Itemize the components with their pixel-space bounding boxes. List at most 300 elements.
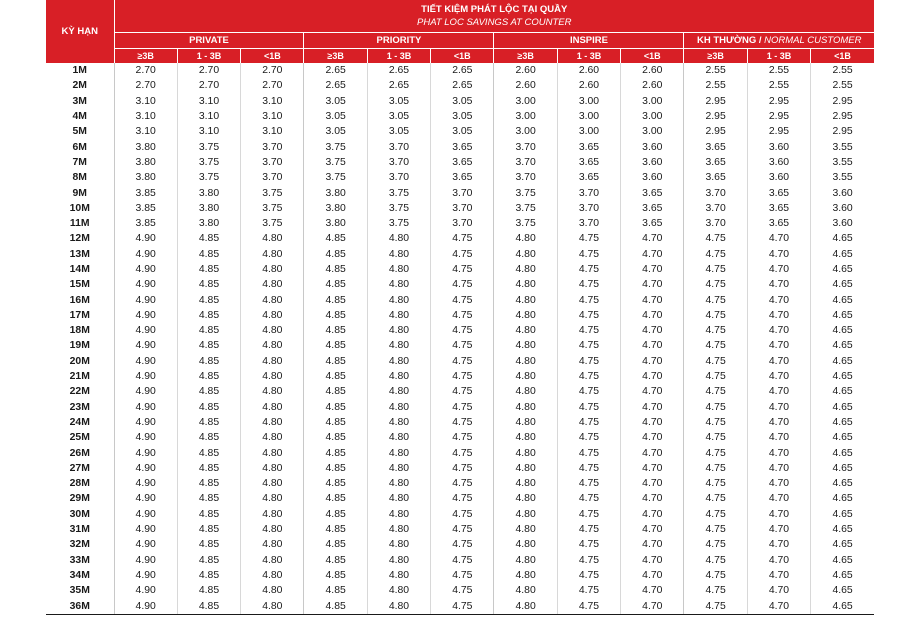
rate-cell: 4.80 (241, 537, 304, 552)
rate-cell: 4.80 (494, 369, 557, 384)
group-header-private (114, 33, 304, 49)
rate-cell: 4.75 (431, 445, 494, 460)
rate-cell: 3.65 (684, 139, 747, 154)
term-cell: 17M (69, 309, 90, 321)
rate-cell: 4.85 (304, 247, 367, 262)
table-row (46, 461, 874, 476)
rate-cell: 4.80 (241, 507, 304, 522)
tier-subheader: ≥3B (304, 49, 367, 64)
rate-cell: 3.05 (431, 109, 494, 124)
table-row (46, 216, 874, 231)
rate-cell: 4.85 (304, 598, 367, 614)
rate-cell: 4.70 (621, 461, 684, 476)
term-cell: 9M (72, 187, 87, 199)
term-cell: 10M (69, 202, 90, 214)
table-subtitle: PHAT LOC SAVINGS AT COUNTER (417, 17, 572, 28)
rate-cell: 4.90 (114, 507, 177, 522)
rate-cell: 2.95 (811, 124, 874, 139)
rate-cell: 4.90 (114, 445, 177, 460)
rate-cell: 2.65 (431, 63, 494, 78)
rate-cell: 4.75 (684, 369, 747, 384)
term-cell: 2M (72, 80, 87, 92)
rate-cell: 3.10 (177, 109, 240, 124)
rate-cell: 3.80 (177, 216, 240, 231)
group-name: PRIORITY (376, 35, 422, 46)
rate-cell: 3.65 (557, 155, 620, 170)
rate-cell: 4.75 (684, 262, 747, 277)
tier-subheader: ≥3B (684, 49, 747, 64)
rate-cell: 4.70 (747, 476, 810, 491)
rate-cell: 4.85 (177, 553, 240, 568)
rate-cell: 4.65 (811, 231, 874, 246)
rate-cell: 4.70 (747, 430, 810, 445)
rate-cell: 3.70 (431, 201, 494, 216)
rate-cell: 3.85 (114, 201, 177, 216)
rate-cell: 4.65 (811, 369, 874, 384)
rate-cell: 4.65 (811, 354, 874, 369)
rate-cell: 4.75 (431, 400, 494, 415)
rate-cell: 4.70 (747, 537, 810, 552)
group-name: KH THƯỜNG / (696, 35, 765, 46)
rate-cell: 4.80 (494, 445, 557, 460)
rate-cell: 4.85 (177, 507, 240, 522)
rate-cell: 4.85 (304, 507, 367, 522)
rate-cell: 2.55 (747, 63, 810, 78)
rate-cell: 3.75 (367, 216, 430, 231)
rate-cell: 4.75 (557, 537, 620, 552)
rate-cell: 3.75 (367, 185, 430, 200)
term-cell: 3M (72, 95, 87, 107)
rate-cell: 4.90 (114, 384, 177, 399)
rate-cell: 3.00 (494, 94, 557, 109)
rate-cell: 4.75 (684, 231, 747, 246)
term-cell: 19M (69, 340, 90, 352)
rate-cell: 4.75 (431, 553, 494, 568)
rate-cell: 3.75 (177, 170, 240, 185)
rate-cell: 4.65 (811, 476, 874, 491)
rate-cell: 4.75 (684, 292, 747, 307)
rate-cell: 4.85 (304, 522, 367, 537)
rate-cell: 4.75 (557, 369, 620, 384)
group-header-inspire (494, 33, 684, 49)
rate-cell: 4.85 (177, 461, 240, 476)
table-header (46, 0, 874, 63)
rate-cell: 4.70 (621, 568, 684, 583)
tier-subheader: <1B (431, 49, 494, 64)
rate-cell: 4.85 (177, 491, 240, 506)
rate-cell: 3.80 (304, 201, 367, 216)
rate-cell: 4.65 (811, 415, 874, 430)
rate-cell: 4.75 (557, 354, 620, 369)
rate-cell: 3.65 (747, 201, 810, 216)
rate-cell: 4.75 (431, 461, 494, 476)
rate-cell: 4.70 (747, 598, 810, 614)
rate-cell: 4.85 (177, 568, 240, 583)
rate-cell: 3.60 (747, 155, 810, 170)
rate-cell: 2.60 (494, 63, 557, 78)
rate-cell: 4.75 (557, 231, 620, 246)
table-row (46, 247, 874, 262)
rate-cell: 4.80 (367, 384, 430, 399)
term-cell: 32M (69, 539, 90, 551)
rate-cell: 3.80 (304, 185, 367, 200)
rate-cell: 4.85 (304, 231, 367, 246)
table-row (46, 568, 874, 583)
rate-cell: 4.75 (431, 537, 494, 552)
table-row (46, 369, 874, 384)
rate-cell: 4.70 (621, 384, 684, 399)
rate-cell: 2.70 (241, 63, 304, 78)
rate-cell: 4.75 (431, 277, 494, 292)
rate-cell: 4.80 (367, 568, 430, 583)
term-cell: 30M (69, 508, 90, 520)
rate-cell: 4.75 (684, 568, 747, 583)
rate-cell: 4.70 (621, 598, 684, 614)
rate-cell: 4.85 (304, 568, 367, 583)
rate-cell: 3.65 (747, 216, 810, 231)
rate-cell: 4.80 (494, 537, 557, 552)
rate-cell: 3.65 (431, 139, 494, 154)
rate-cell: 4.85 (304, 537, 367, 552)
rate-cell: 3.05 (431, 124, 494, 139)
table-body (46, 63, 874, 614)
rate-cell: 4.90 (114, 522, 177, 537)
rate-cell: 4.80 (241, 598, 304, 614)
rate-cell: 4.80 (494, 507, 557, 522)
rate-cell: 4.85 (177, 323, 240, 338)
rate-cell: 4.80 (367, 277, 430, 292)
rate-cell: 3.75 (241, 216, 304, 231)
rate-cell: 4.90 (114, 308, 177, 323)
table-row (46, 338, 874, 353)
rate-cell: 4.80 (494, 415, 557, 430)
rate-cell: 4.80 (494, 522, 557, 537)
rate-cell: 4.85 (304, 476, 367, 491)
term-cell: 34M (69, 569, 90, 581)
rate-cell: 4.80 (367, 553, 430, 568)
rate-cell: 3.60 (747, 170, 810, 185)
rate-cell: 4.65 (811, 277, 874, 292)
rate-cell: 4.65 (811, 507, 874, 522)
rate-cell: 4.80 (241, 476, 304, 491)
rate-cell: 3.80 (114, 155, 177, 170)
rate-cell: 4.85 (177, 308, 240, 323)
rate-cell: 4.65 (811, 598, 874, 614)
rate-cell: 2.70 (241, 78, 304, 93)
rate-cell: 3.70 (367, 155, 430, 170)
rate-cell: 4.75 (684, 323, 747, 338)
tier-subheader: 1 - 3B (557, 49, 620, 64)
rate-cell: 4.80 (367, 445, 430, 460)
rate-cell: 4.70 (621, 445, 684, 460)
term-cell: 14M (69, 264, 90, 275)
rate-cell: 4.70 (621, 507, 684, 522)
rate-cell: 4.75 (431, 308, 494, 323)
rate-cell: 4.80 (494, 491, 557, 506)
rate-cell: 4.80 (367, 262, 430, 277)
term-cell: 31M (69, 524, 90, 536)
rate-cell: 3.10 (177, 94, 240, 109)
rate-cell: 4.75 (684, 553, 747, 568)
rate-cell: 4.65 (811, 338, 874, 353)
rate-cell: 4.75 (557, 598, 620, 614)
rate-cell: 4.70 (621, 231, 684, 246)
rate-cell: 4.70 (747, 415, 810, 430)
rate-cell: 3.70 (241, 139, 304, 154)
rate-cell: 3.70 (684, 185, 747, 200)
rate-cell: 4.85 (304, 461, 367, 476)
rate-cell: 4.70 (621, 277, 684, 292)
table-row (46, 262, 874, 277)
rate-cell: 4.70 (621, 262, 684, 277)
rate-cell: 4.75 (557, 507, 620, 522)
rate-cell: 4.75 (557, 308, 620, 323)
rate-cell: 3.00 (557, 124, 620, 139)
term-cell: 16M (69, 294, 90, 306)
rate-cell: 4.70 (621, 430, 684, 445)
rate-cell: 4.65 (811, 384, 874, 399)
rate-cell: 4.85 (177, 262, 240, 277)
rate-cell: 4.65 (811, 583, 874, 598)
rate-cell: 4.75 (557, 415, 620, 430)
term-cell: 27M (69, 462, 90, 474)
rate-cell: 2.60 (621, 78, 684, 93)
rate-cell: 4.90 (114, 476, 177, 491)
rate-cell: 2.65 (367, 78, 430, 93)
rate-cell: 4.70 (747, 583, 810, 598)
group-name: INSPIRE (569, 35, 608, 46)
rate-cell: 2.60 (557, 78, 620, 93)
rate-cell: 2.95 (811, 109, 874, 124)
rate-cell: 3.60 (811, 201, 874, 216)
rate-cell: 4.70 (621, 522, 684, 537)
rate-cell: 3.65 (684, 170, 747, 185)
rate-cell: 3.05 (367, 109, 430, 124)
rate-cell: 4.85 (304, 445, 367, 460)
rate-cell: 4.75 (557, 583, 620, 598)
rate-cell: 4.70 (621, 583, 684, 598)
rate-cell: 4.75 (684, 583, 747, 598)
rate-cell: 4.80 (494, 277, 557, 292)
rate-cell: 2.95 (747, 94, 810, 109)
rate-cell: 4.65 (811, 247, 874, 262)
rate-cell: 4.90 (114, 400, 177, 415)
rate-cell: 4.85 (304, 308, 367, 323)
rate-cell: 4.70 (621, 537, 684, 552)
rate-cell: 3.00 (494, 124, 557, 139)
rate-cell: 4.70 (747, 553, 810, 568)
rate-cell: 4.80 (367, 491, 430, 506)
rate-cell: 4.70 (621, 323, 684, 338)
savings-rate-table (46, 0, 874, 615)
rate-cell: 3.75 (367, 201, 430, 216)
rate-cell: 4.85 (304, 277, 367, 292)
rate-cell: 4.85 (177, 522, 240, 537)
rate-cell: 2.95 (747, 124, 810, 139)
rate-cell: 4.85 (304, 338, 367, 353)
rate-cell: 4.90 (114, 461, 177, 476)
rate-cell: 3.75 (494, 216, 557, 231)
rate-cell: 3.75 (494, 185, 557, 200)
rate-cell: 4.75 (684, 415, 747, 430)
rate-cell: 2.55 (747, 78, 810, 93)
rate-cell: 2.65 (304, 78, 367, 93)
rate-cell: 4.80 (494, 583, 557, 598)
rate-cell: 4.75 (684, 430, 747, 445)
term-cell: 5M (72, 126, 87, 138)
rate-cell: 4.90 (114, 247, 177, 262)
rate-cell: 3.65 (557, 139, 620, 154)
term-cell: 18M (69, 325, 90, 337)
rate-cell: 3.05 (304, 94, 367, 109)
table-row (46, 522, 874, 537)
rate-cell: 4.70 (747, 308, 810, 323)
rate-cell: 4.85 (304, 400, 367, 415)
term-cell: 23M (69, 401, 90, 413)
table-row (46, 537, 874, 552)
rate-cell: 2.60 (494, 78, 557, 93)
rate-cell: 4.80 (241, 445, 304, 460)
rate-cell: 4.80 (241, 400, 304, 415)
table-row (46, 292, 874, 307)
rate-cell: 4.70 (747, 400, 810, 415)
table-row (46, 415, 874, 430)
rate-cell: 4.75 (431, 369, 494, 384)
rate-cell: 3.65 (557, 170, 620, 185)
rate-cell: 4.85 (304, 369, 367, 384)
rate-cell: 4.75 (557, 262, 620, 277)
rate-cell: 4.85 (177, 400, 240, 415)
rate-cell: 4.85 (177, 231, 240, 246)
rate-cell: 4.80 (494, 384, 557, 399)
rate-cell: 4.80 (367, 461, 430, 476)
rate-cell: 4.90 (114, 338, 177, 353)
term-cell: 35M (69, 585, 90, 597)
rate-cell: 4.85 (304, 354, 367, 369)
table-row (46, 400, 874, 415)
rate-cell: 4.75 (431, 384, 494, 399)
term-cell: 7M (72, 156, 87, 168)
rate-cell: 3.60 (621, 155, 684, 170)
rate-cell: 4.85 (177, 583, 240, 598)
rate-cell: 4.70 (621, 292, 684, 307)
rate-cell: 4.80 (241, 354, 304, 369)
rate-cell: 4.75 (431, 338, 494, 353)
table-row (46, 94, 874, 109)
rate-cell: 2.95 (747, 109, 810, 124)
rate-cell: 4.80 (367, 476, 430, 491)
rate-cell: 4.65 (811, 568, 874, 583)
rate-cell: 4.80 (241, 247, 304, 262)
rate-cell: 4.85 (304, 384, 367, 399)
rate-cell: 4.85 (177, 338, 240, 353)
rate-cell: 3.60 (811, 216, 874, 231)
rate-cell: 4.75 (431, 430, 494, 445)
table-row (46, 185, 874, 200)
rate-cell: 2.55 (684, 78, 747, 93)
rate-cell: 3.65 (431, 170, 494, 185)
rate-cell: 3.65 (684, 155, 747, 170)
rate-cell: 3.10 (114, 124, 177, 139)
rate-cell: 4.65 (811, 308, 874, 323)
tier-subheader: <1B (241, 49, 304, 64)
rate-cell: 4.70 (621, 354, 684, 369)
rate-cell: 4.80 (367, 430, 430, 445)
rate-cell: 4.75 (557, 384, 620, 399)
rate-cell: 2.65 (304, 63, 367, 78)
rate-cell: 3.60 (621, 170, 684, 185)
rate-cell: 2.70 (177, 63, 240, 78)
tier-subheader-row (46, 49, 874, 64)
rate-cell: 4.85 (177, 354, 240, 369)
rate-cell: 4.75 (431, 292, 494, 307)
table-row (46, 476, 874, 491)
rate-cell: 4.75 (684, 400, 747, 415)
rate-cell: 4.75 (557, 430, 620, 445)
rate-cell: 4.80 (367, 507, 430, 522)
rate-cell: 4.70 (747, 522, 810, 537)
rate-cell: 3.05 (304, 124, 367, 139)
table-row (46, 201, 874, 216)
rate-cell: 4.70 (747, 384, 810, 399)
rate-cell: 4.70 (747, 461, 810, 476)
rate-cell: 4.90 (114, 369, 177, 384)
term-cell: 22M (69, 386, 90, 398)
rate-cell: 2.95 (684, 124, 747, 139)
table-row (46, 445, 874, 460)
rate-cell: 4.75 (684, 598, 747, 614)
rate-cell: 4.80 (494, 400, 557, 415)
rate-cell: 4.65 (811, 445, 874, 460)
rate-cell: 3.80 (114, 139, 177, 154)
rate-cell: 3.70 (367, 170, 430, 185)
rate-cell: 4.75 (684, 338, 747, 353)
rate-cell: 4.80 (367, 323, 430, 338)
table-row (46, 598, 874, 614)
rate-cell: 3.70 (241, 170, 304, 185)
rate-cell: 4.70 (621, 247, 684, 262)
rate-cell: 4.70 (747, 491, 810, 506)
tier-subheader: 1 - 3B (367, 49, 430, 64)
rate-cell: 4.90 (114, 354, 177, 369)
rate-cell: 4.75 (684, 491, 747, 506)
rate-cell: 4.75 (557, 568, 620, 583)
rate-cell: 2.65 (367, 63, 430, 78)
rate-cell: 3.75 (494, 201, 557, 216)
rate-cell: 4.85 (304, 415, 367, 430)
rate-cell: 3.75 (304, 155, 367, 170)
rate-cell: 3.85 (114, 185, 177, 200)
term-cell: 29M (69, 493, 90, 505)
rate-cell: 4.70 (621, 415, 684, 430)
rate-cell: 3.70 (557, 201, 620, 216)
table-row (46, 430, 874, 445)
term-cell: 28M (69, 478, 90, 490)
rate-cell: 4.75 (557, 445, 620, 460)
table-row (46, 170, 874, 185)
table-row (46, 155, 874, 170)
rate-cell: 4.80 (241, 231, 304, 246)
rate-cell: 4.85 (177, 415, 240, 430)
rate-cell: 4.90 (114, 598, 177, 614)
table-title-header (114, 0, 874, 33)
rate-cell: 3.00 (494, 109, 557, 124)
rate-cell: 4.90 (114, 583, 177, 598)
rate-cell: 4.75 (684, 445, 747, 460)
rate-cell: 4.75 (684, 537, 747, 552)
rate-cell: 3.10 (241, 109, 304, 124)
rate-cell: 4.70 (747, 568, 810, 583)
